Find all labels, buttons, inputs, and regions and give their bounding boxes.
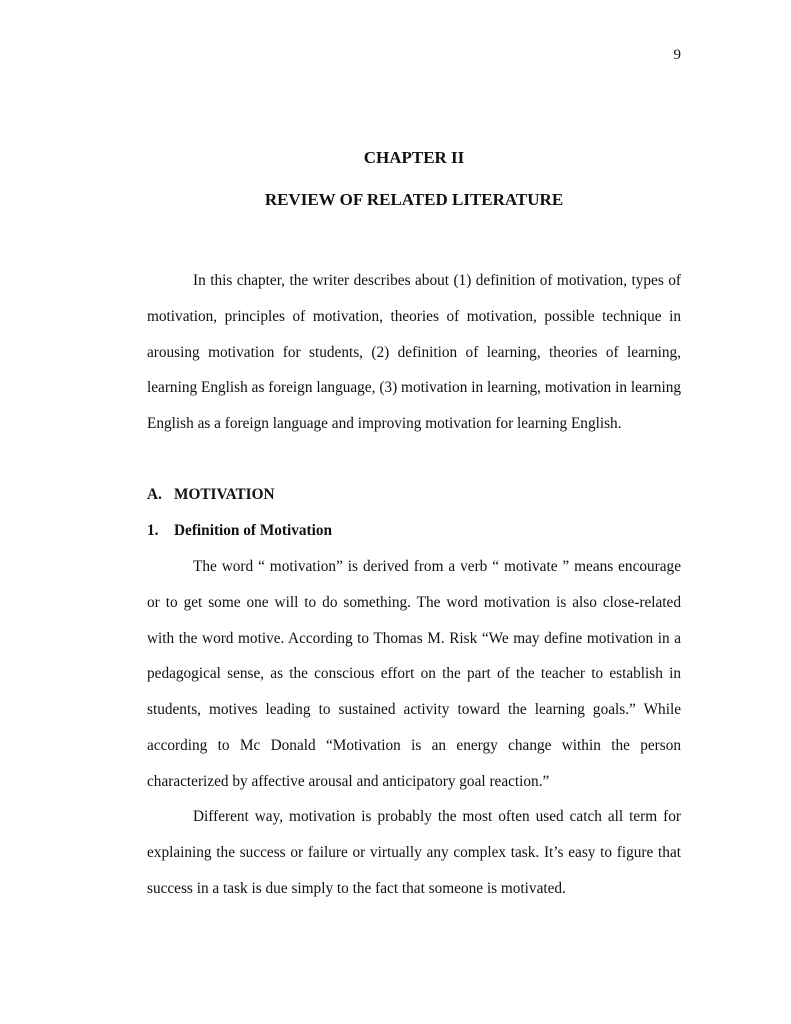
section-title: MOTIVATION	[174, 486, 275, 503]
subsection-marker: 1.	[147, 522, 159, 539]
subsection-title: Definition of Motivation	[174, 522, 333, 539]
chapter-title: CHAPTER II	[363, 148, 465, 167]
page-number: 9	[673, 47, 681, 63]
section-marker: A.	[147, 486, 162, 503]
body-paragraph: The word “ motivation” is derived from a verb “ motivate ” means encourage or to get some one will to do something. The word motivation is also close-related with the word motive. According to Thomas M. Risk “We may define motivation in a pedagogical sense, as the conscious effort on the part of the teacher to establish in students, motives leading to sustained activity toward the learning goals.” While according to Mc Donald “Motivation is an energy change within the person characterized by affective arousal and anticipatory goal reaction.”	[147, 558, 681, 790]
intro-paragraph: In this chapter, the writer describes about (1) definition of motivation, types of motivation, principles of motivation, theories of motivation, possible technique in arousing motivation for students, (2) definition of learning, theories of learning, learning English as foreign language, (3) motivation in learning, motivation in learning English as a foreign language and improving motivation for learning English.	[147, 272, 681, 433]
body-paragraph: Different way, motivation is probably the most often used catch all term for explaining the success or failure or virtually any complex task. It’s easy to figure that success in a task is due simply to the fact that someone is motivated.	[147, 808, 681, 897]
chapter-subtitle: REVIEW OF RELATED LITERATURE	[264, 190, 564, 209]
section-heading-motivation	[147, 477, 275, 513]
subsection-heading-definition	[147, 513, 332, 549]
